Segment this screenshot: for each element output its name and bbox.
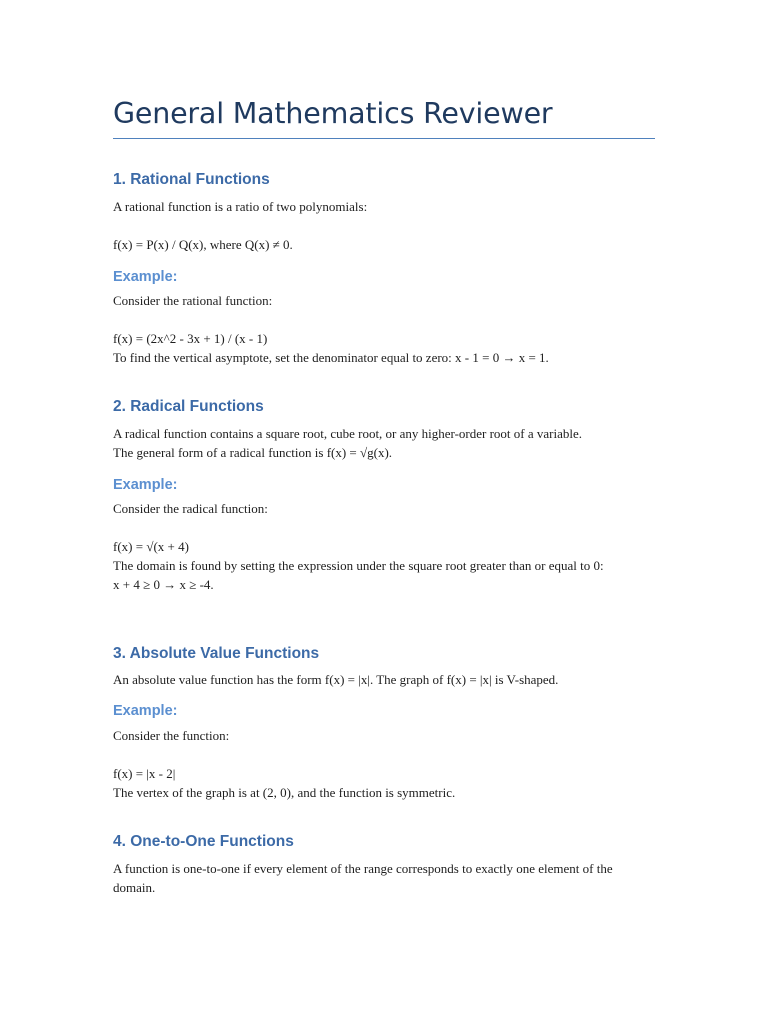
section-radical-functions (113, 397, 655, 417)
section-intro: A function is one-to-one if every element of the range corresponds to exactly one element of the domain. (113, 861, 613, 895)
section-3-example-intro-block (113, 726, 655, 745)
example-explanation: To find the vertical asymptote, set the denominator equal to zero: x - 1 = 0 → x = 1. (113, 350, 549, 365)
section-1-example-intro-block (113, 291, 655, 310)
section-one-to-one-functions (113, 832, 655, 852)
section-2-example-formula-block (113, 537, 655, 594)
section-rational-functions (113, 170, 655, 190)
section-2-example-heading-block (113, 475, 655, 495)
example-heading: Example: (113, 269, 178, 285)
section-heading: 1. Rational Functions (113, 171, 270, 188)
section-formula: f(x) = P(x) / Q(x), where Q(x) ≠ 0. (113, 237, 293, 252)
section-2-intro-block (113, 424, 655, 462)
section-2-example-intro-block (113, 499, 655, 518)
section-intro: A rational function is a ratio of two polynomials: (113, 199, 368, 214)
example-intro: Consider the rational function: (113, 293, 273, 308)
section-3-intro-block (113, 670, 655, 689)
section-heading: 4. One-to-One Functions (113, 833, 294, 850)
example-formula: f(x) = |x - 2| (113, 766, 176, 781)
example-heading: Example: (113, 477, 178, 493)
example-result: x + 4 ≥ 0 → x ≥ -4. (113, 577, 214, 592)
section-intro: A radical function contains a square root, cube root, or any higher-order root of a variable. (113, 426, 583, 441)
section-intro-general-form: The general form of a radical function is f(x) = √g(x). (113, 445, 393, 460)
section-3-example-formula-block (113, 764, 655, 802)
section-1-example-formula-block (113, 329, 655, 367)
example-intro: Consider the radical function: (113, 501, 268, 516)
section-heading: 2. Radical Functions (113, 398, 264, 415)
example-explanation: The vertex of the graph is at (2, 0), and the function is symmetric. (113, 785, 456, 800)
example-explanation: The domain is found by setting the expression under the square root greater than or equal to 0: (113, 558, 604, 573)
section-intro: An absolute value function has the form f(x) = |x|. The graph of f(x) = |x| is V-shaped. (113, 672, 559, 687)
section-heading: 3. Absolute Value Functions (113, 645, 320, 662)
example-formula: f(x) = √(x + 4) (113, 539, 189, 554)
example-intro: Consider the function: (113, 728, 230, 743)
section-1-formula-block (113, 235, 655, 254)
section-absolute-value-functions (113, 644, 655, 664)
document-title: General Mathematics Reviewer (113, 94, 655, 139)
section-3-example-heading-block (113, 701, 655, 721)
section-4-intro-block (113, 859, 655, 897)
example-heading: Example: (113, 703, 178, 719)
section-1-intro-block (113, 197, 655, 216)
document-body (113, 94, 655, 895)
example-formula: f(x) = (2x^2 - 3x + 1) / (x - 1) (113, 331, 268, 346)
section-1-example-heading-block (113, 267, 655, 287)
